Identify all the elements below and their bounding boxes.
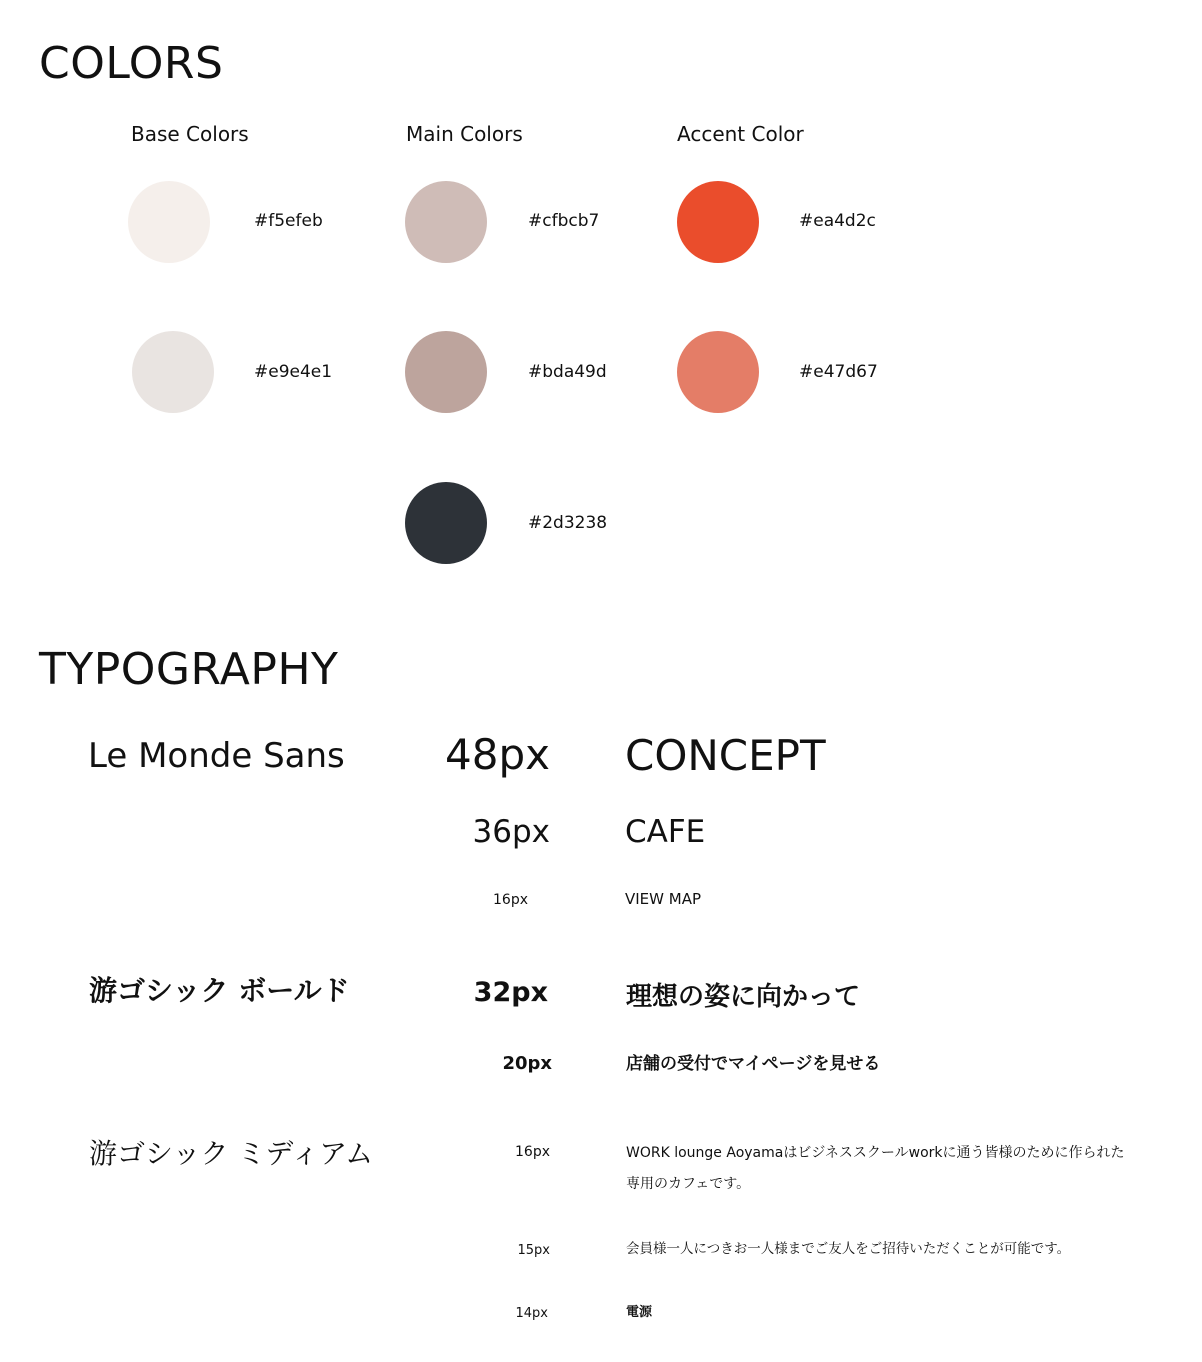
type-sample: 店舗の受付でマイページを見せる xyxy=(626,1054,881,1074)
font-name: 游ゴシック ボールド xyxy=(89,974,350,1007)
color-swatch xyxy=(677,331,759,413)
type-sample-paragraph: WORK lounge Aoyamaはビジネススクールworkに通う皆様のために作られた専用のカフェです。 xyxy=(626,1145,1125,1192)
font-size-label: 15px xyxy=(517,1243,550,1258)
color-hex-label: #bda49d xyxy=(528,362,607,382)
type-sample: 電源 xyxy=(626,1305,653,1320)
color-hex-label: #2d3238 xyxy=(528,513,608,533)
font-size-label: 16px xyxy=(515,1144,550,1160)
font-size-label: 48px xyxy=(445,730,550,779)
type-sample: VIEW MAP xyxy=(625,890,702,908)
type-sample: CONCEPT xyxy=(625,731,826,780)
color-swatch xyxy=(405,482,487,564)
color-hex-label: #e47d67 xyxy=(799,362,878,382)
base-colors-title: Base Colors xyxy=(131,122,249,146)
colors-heading: COLORS xyxy=(39,38,224,89)
color-swatch xyxy=(132,331,214,413)
type-sample: CAFE xyxy=(625,814,706,850)
font-size-label: 16px xyxy=(493,892,528,908)
typography-heading: TYPOGRAPHY xyxy=(39,644,339,695)
main-colors-title: Main Colors xyxy=(406,122,523,146)
color-hex-label: #e9e4e1 xyxy=(254,362,333,382)
font-size-label: 36px xyxy=(472,814,550,850)
color-hex-label: #cfbcb7 xyxy=(528,211,600,231)
font-name: Le Monde Sans xyxy=(88,736,345,776)
font-size-label: 20px xyxy=(502,1053,552,1074)
color-hex-label: #f5efeb xyxy=(254,211,323,231)
font-name: 游ゴシック ミディアム xyxy=(89,1137,374,1170)
color-swatch xyxy=(128,181,210,263)
color-swatch xyxy=(405,331,487,413)
font-size-label: 14px xyxy=(515,1306,548,1321)
accent-color-title: Accent Color xyxy=(677,122,804,146)
type-sample: 理想の姿に向かって xyxy=(626,982,861,1012)
color-swatch xyxy=(677,181,759,263)
font-size-label: 32px xyxy=(473,977,548,1008)
color-swatch xyxy=(405,181,487,263)
type-sample: 会員様一人につきお一人様までご友人をご招待いただくことが可能です。 xyxy=(626,1241,1071,1257)
color-hex-label: #ea4d2c xyxy=(799,211,876,231)
